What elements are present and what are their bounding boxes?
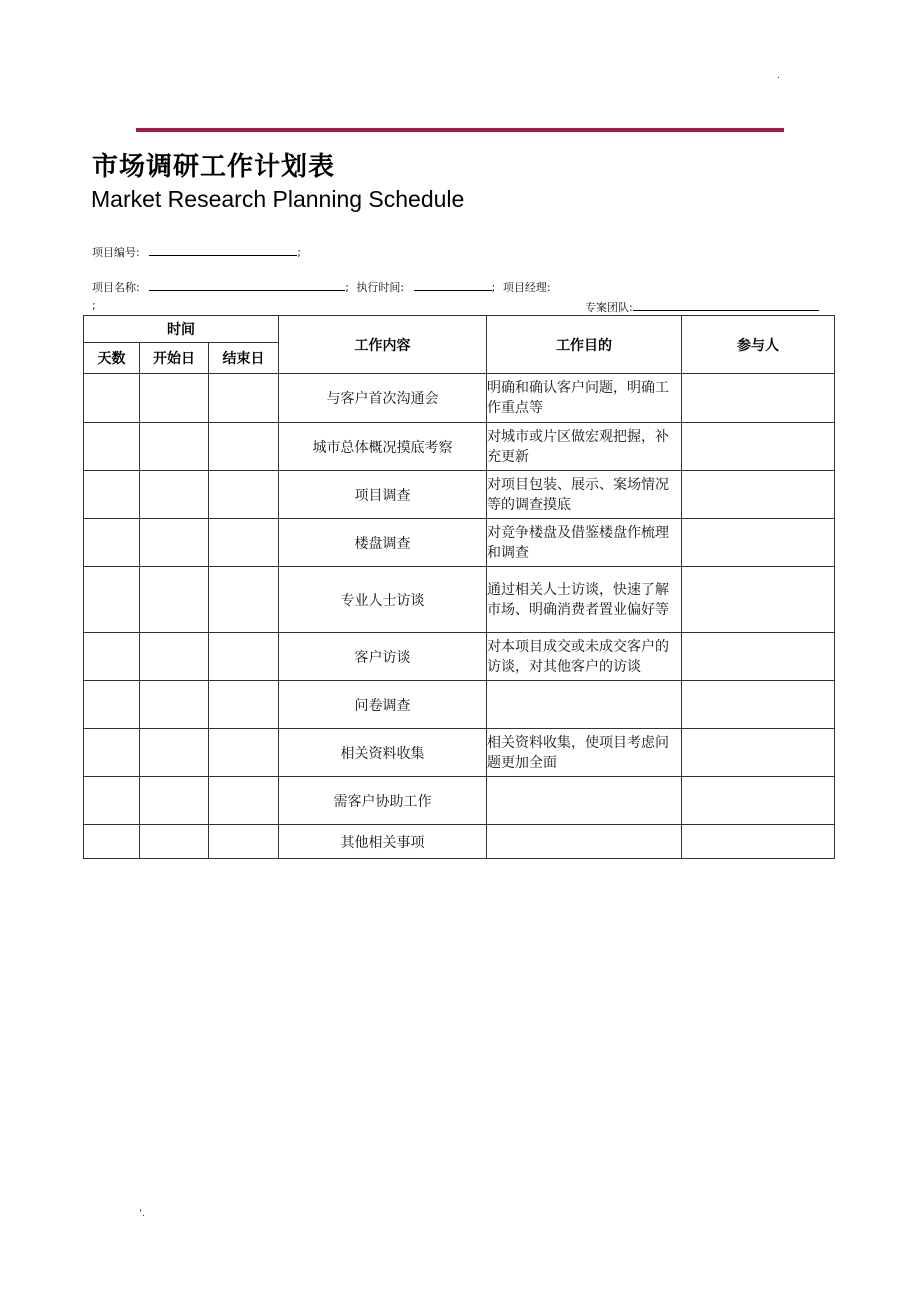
- project-number-field[interactable]: [149, 245, 297, 256]
- content-cell: 相关资料收集: [279, 729, 487, 777]
- days-cell[interactable]: [84, 777, 140, 825]
- participants-cell[interactable]: [682, 777, 835, 825]
- end-date-cell[interactable]: [209, 471, 279, 519]
- participants-cell[interactable]: [682, 567, 835, 633]
- table-row: [84, 633, 835, 681]
- participants-cell[interactable]: [682, 633, 835, 681]
- days-cell[interactable]: [84, 633, 140, 681]
- content-cell: 专业人士访谈: [279, 567, 487, 633]
- days-header: 天数: [84, 343, 140, 374]
- table-row: [84, 423, 835, 471]
- start-date-header: 开始日: [140, 343, 209, 374]
- purpose-cell[interactable]: [487, 777, 682, 825]
- participants-header: 参与人: [682, 316, 835, 374]
- start-date-cell[interactable]: [140, 567, 209, 633]
- end-date-cell[interactable]: [209, 681, 279, 729]
- start-date-cell[interactable]: [140, 471, 209, 519]
- end-date-header: 结束日: [209, 343, 279, 374]
- table-row: [84, 519, 835, 567]
- participants-cell[interactable]: [682, 681, 835, 729]
- participants-cell[interactable]: [682, 374, 835, 423]
- content-cell: 问卷调查: [279, 681, 487, 729]
- end-date-cell[interactable]: [209, 777, 279, 825]
- project-name-label: 项目名称:: [92, 281, 140, 294]
- start-date-cell[interactable]: [140, 374, 209, 423]
- start-date-cell[interactable]: [140, 777, 209, 825]
- exec-time-field[interactable]: [414, 280, 492, 291]
- start-date-cell[interactable]: [140, 729, 209, 777]
- end-date-cell[interactable]: [209, 729, 279, 777]
- days-cell[interactable]: [84, 681, 140, 729]
- end-date-cell[interactable]: [209, 423, 279, 471]
- page-title-en: Market Research Planning Schedule: [91, 186, 465, 212]
- participants-cell[interactable]: [682, 825, 835, 859]
- content-cell: 城市总体概况摸底考察: [279, 423, 487, 471]
- project-number-label: 项目编号:: [92, 246, 140, 259]
- end-date-cell[interactable]: [209, 825, 279, 859]
- days-cell[interactable]: [84, 471, 140, 519]
- team-label: 专案团队:: [585, 301, 633, 314]
- start-date-cell[interactable]: [140, 423, 209, 471]
- purpose-cell: 对项目包装、展示、案场情况等的调查摸底: [487, 471, 682, 519]
- end-date-cell[interactable]: [209, 519, 279, 567]
- start-date-cell[interactable]: [140, 633, 209, 681]
- purpose-cell[interactable]: [487, 825, 682, 859]
- content-cell: 客户访谈: [279, 633, 487, 681]
- start-date-cell[interactable]: [140, 519, 209, 567]
- days-cell[interactable]: [84, 423, 140, 471]
- table-row: [84, 567, 835, 633]
- header-divider: [136, 128, 784, 132]
- content-header: 工作内容: [279, 316, 487, 374]
- leading-mark: ;: [92, 299, 96, 312]
- exec-time-label: 执行时间:: [356, 281, 405, 294]
- content-cell: 与客户首次沟通会: [279, 374, 487, 423]
- table-row: [84, 681, 835, 729]
- project-info-line: [92, 279, 551, 295]
- exec-time-end: ;: [491, 281, 496, 294]
- corner-mark-top: .: [777, 70, 781, 81]
- project-name-field[interactable]: [149, 280, 345, 291]
- participants-cell[interactable]: [682, 519, 835, 567]
- days-cell[interactable]: [84, 825, 140, 859]
- project-manager-label: 项目经理:: [502, 281, 551, 294]
- days-cell[interactable]: [84, 519, 140, 567]
- team-field[interactable]: [633, 300, 819, 311]
- content-cell: 项目调查: [279, 471, 487, 519]
- participants-cell[interactable]: [682, 471, 835, 519]
- days-cell[interactable]: [84, 729, 140, 777]
- days-cell[interactable]: [84, 567, 140, 633]
- content-cell: 其他相关事项: [279, 825, 487, 859]
- table-row: [84, 374, 835, 423]
- purpose-cell: 对本项目成交或未成交客户的访谈，对其他客户的访谈: [487, 633, 682, 681]
- start-date-cell[interactable]: [140, 825, 209, 859]
- end-date-cell[interactable]: [209, 567, 279, 633]
- team-line: [585, 299, 819, 315]
- table-row: [84, 825, 835, 859]
- days-cell[interactable]: [84, 374, 140, 423]
- project-number-end: ;: [297, 246, 301, 259]
- purpose-cell[interactable]: [487, 681, 682, 729]
- project-name-end: ;: [345, 281, 349, 294]
- purpose-cell: 明确和确认客户问题，明确工作重点等: [487, 374, 682, 423]
- table-row: [84, 777, 835, 825]
- participants-cell[interactable]: [682, 423, 835, 471]
- corner-mark-bottom: '.: [139, 1208, 145, 1219]
- table-row: [84, 471, 835, 519]
- end-date-cell[interactable]: [209, 633, 279, 681]
- header-row-top: [84, 316, 835, 343]
- purpose-cell: 对竞争楼盘及借鉴楼盘作梳理和调查: [487, 519, 682, 567]
- start-date-cell[interactable]: [140, 681, 209, 729]
- purpose-header: 工作目的: [487, 316, 682, 374]
- purpose-cell: 对城市或片区做宏观把握，补充更新: [487, 423, 682, 471]
- time-header: 时间: [84, 316, 279, 343]
- project-number-line: [92, 244, 301, 260]
- purpose-cell: 相关资料收集，使项目考虑问题更加全面: [487, 729, 682, 777]
- page-title-cn: 市场调研工作计划表: [92, 152, 336, 182]
- end-date-cell[interactable]: [209, 374, 279, 423]
- purpose-cell: 通过相关人士访谈，快速了解市场、明确消费者置业偏好等: [487, 567, 682, 633]
- schedule-table: [83, 315, 835, 859]
- content-cell: 需客户协助工作: [279, 777, 487, 825]
- participants-cell[interactable]: [682, 729, 835, 777]
- content-cell: 楼盘调查: [279, 519, 487, 567]
- table-row: [84, 729, 835, 777]
